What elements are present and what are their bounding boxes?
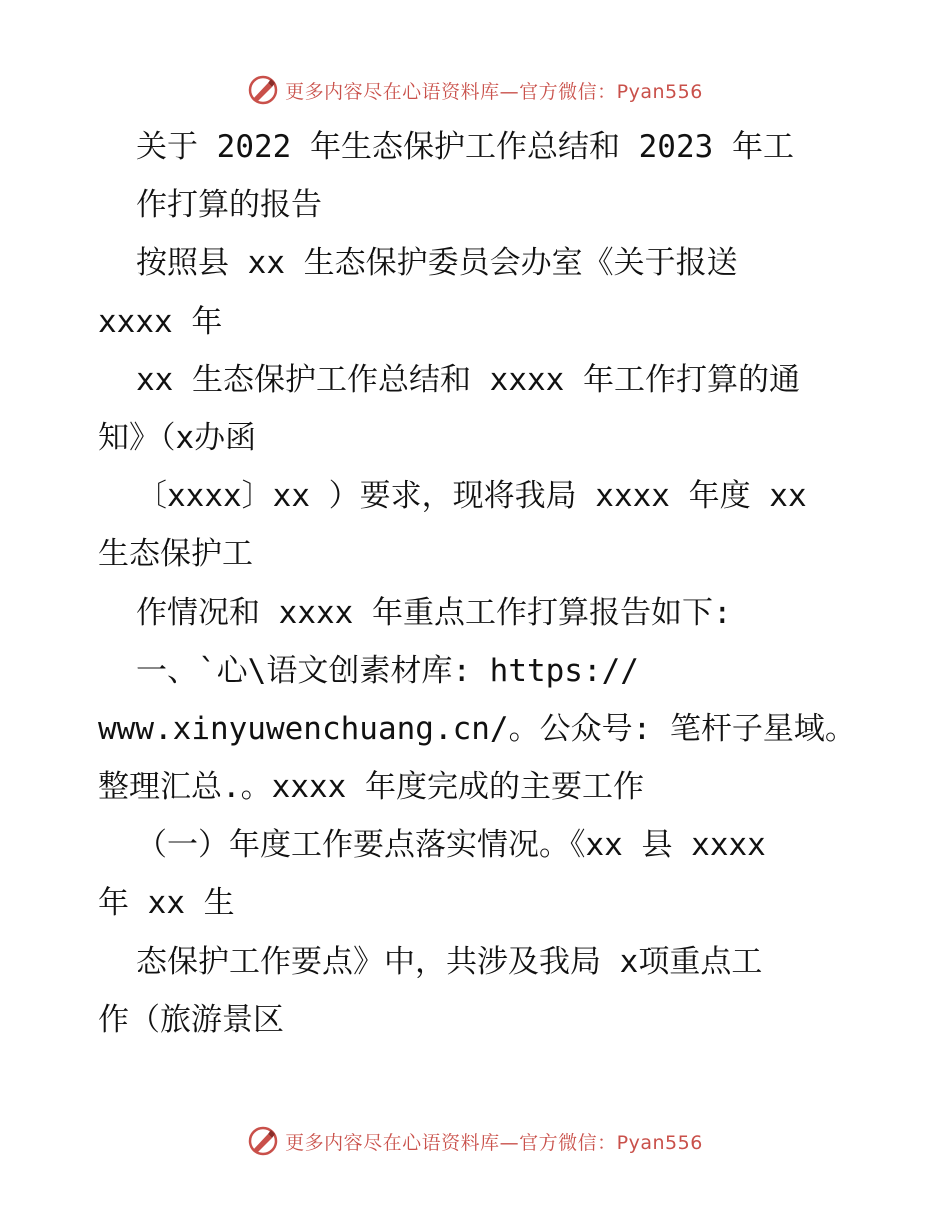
paragraph-line: 作情况和 xxxx 年重点工作打算报告如下: bbox=[136, 594, 732, 631]
watermark-text: 更多内容尽在心语资料库—官方微信：Pyan556 bbox=[285, 80, 703, 103]
paragraph-line: 年 xx 生 bbox=[98, 885, 235, 922]
watermark-footer bbox=[0, 1121, 950, 1161]
document-title-line: 关于 2022 年生态保护工作总结和 2023 年工 bbox=[136, 129, 794, 165]
watermark-header bbox=[0, 70, 950, 110]
paragraph-line: 态保护工作要点》中，共涉及我局 x项重点工 bbox=[136, 943, 763, 980]
paragraph-line: xxxx 年 bbox=[98, 303, 223, 340]
section-heading-line: 一、`心\语文创素材库: https:// bbox=[136, 652, 639, 689]
paragraph-line: www.xinyuwenchuang.cn/。公众号: 笔杆子星域。 bbox=[98, 710, 856, 747]
pen-logo-icon bbox=[247, 1125, 279, 1157]
subsection-heading-line: （一）年度工作要点落实情况。《xx 县 xxxx bbox=[136, 827, 766, 864]
paragraph-line: 知》（x办函 bbox=[98, 419, 257, 456]
paragraph-line: 整理汇总.。xxxx 年度完成的主要工作 bbox=[98, 769, 644, 806]
paragraph-line: xx 生态保护工作总结和 xxxx 年工作打算的通 bbox=[136, 361, 800, 398]
pen-logo-icon bbox=[247, 74, 279, 106]
watermark-text: 更多内容尽在心语资料库—官方微信：Pyan556 bbox=[285, 1131, 703, 1154]
paragraph-line: 按照县 xx 生态保护委员会办室《关于报送 bbox=[136, 245, 738, 282]
document-title-line: 作打算的报告 bbox=[136, 187, 322, 224]
paragraph-line: 〔xxxx〕xx ）要求，现将我局 xxxx 年度 xx bbox=[136, 478, 807, 515]
paragraph-line: 作（旅游景区 bbox=[98, 1001, 284, 1038]
document-body bbox=[0, 118, 950, 1049]
paragraph-line: 生态保护工 bbox=[98, 536, 253, 573]
